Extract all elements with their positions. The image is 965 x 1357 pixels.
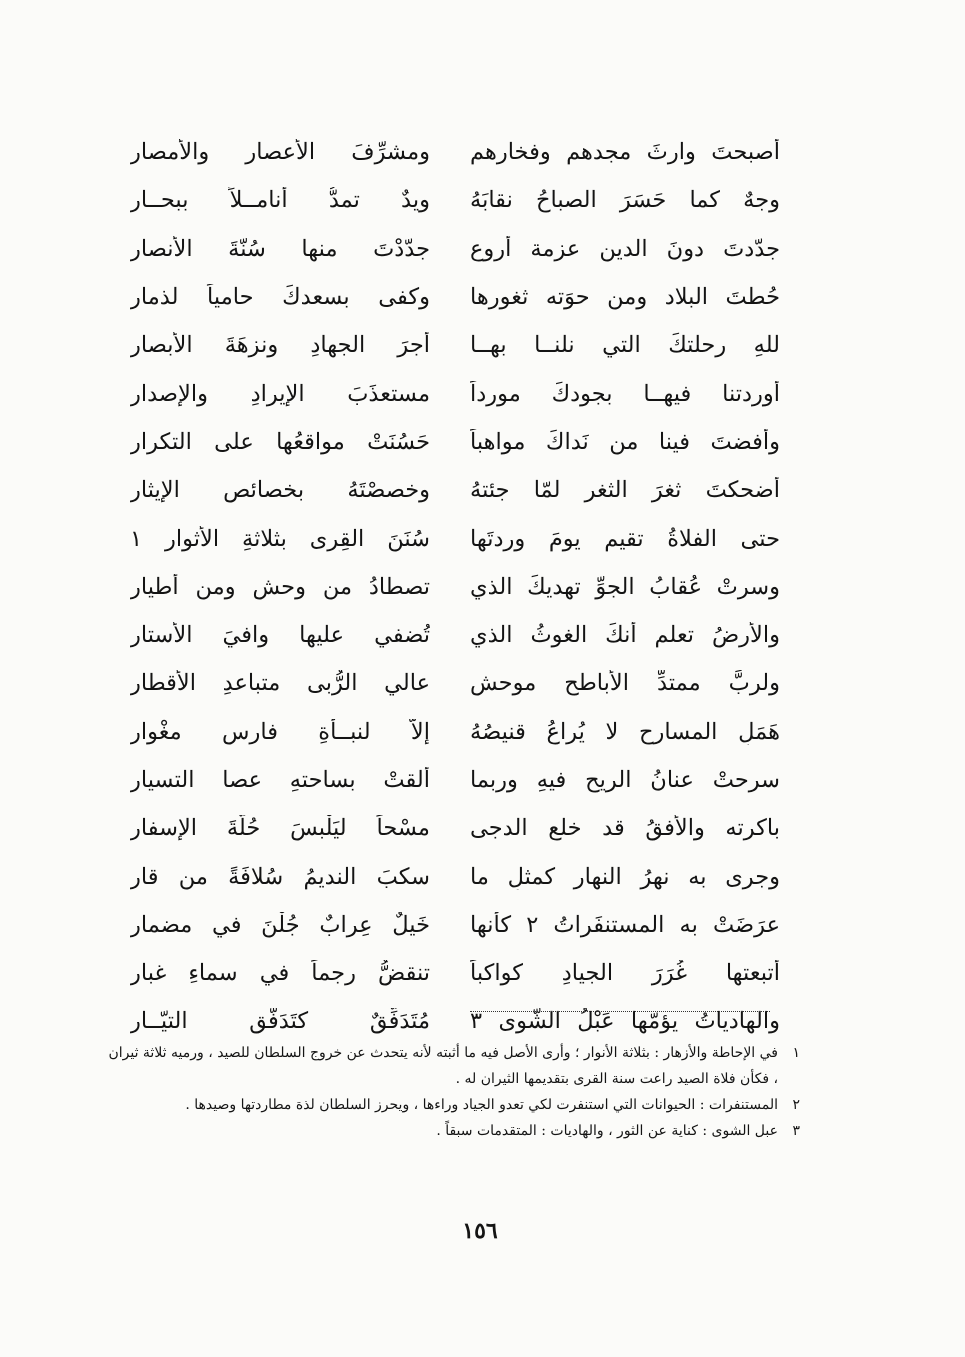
footnote-text: في الإحاطة والأزهار : بثلاثة الأنوار ؛ وأرى الأصل فيه ما أثبته لأنه يتحدث عن خروج السلطان للصيد ، ورميه ثلاثة ثيران ، فكأن فلاة الصيد راعت سنة القرى بتقديمها الثيران له .: [108, 1045, 778, 1087]
verse-line: [130, 321, 780, 369]
verse-first-hemistich: باكرته والأفقُ قد خلع الدجى: [470, 815, 780, 842]
verse-line: [130, 852, 780, 900]
verse-second-hemistich: وكفى بسعدكَ حامياً لذمارِ: [130, 284, 430, 311]
footnote: [100, 1118, 800, 1144]
verse-line: [130, 225, 780, 273]
verse-first-hemistich: سرحتْ عنانُ الريحِ فيهِ وربما: [470, 767, 780, 793]
verse-first-hemistich: جدّدتَ دونَ الدينِ عزمة أروعٍ: [470, 235, 780, 262]
verse-line: [130, 756, 780, 804]
verse-line: [130, 369, 780, 417]
verse-line: [130, 997, 780, 1045]
verse-second-hemistich: عالي الرُّبى متباعدِ الأقطارِ: [130, 670, 430, 697]
verse-line: [130, 708, 780, 756]
verse-first-hemistich: حتى الفلاةُ تقيم يومَ وردتَها: [470, 525, 780, 552]
verse-first-hemistich: أتبعتها غُرَرَ الجيادِ كواكباً: [470, 960, 780, 987]
verse-second-hemistich: تنقضُّ رجماً في سماءِ غبارِ: [130, 960, 430, 987]
page-number: ١٥٦: [462, 1218, 498, 1244]
verse-second-hemistich: أجرَ الجهادِ ونزهَةَ الأبصارِ: [130, 332, 430, 359]
verse-first-hemistich: ولربَّ ممتدِّ الأباطحِ موحشٍ: [470, 670, 780, 697]
verse-second-hemistich: سُنَنَ القِرى بثلاثةِ الأثوارِ ١: [130, 525, 430, 552]
verse-line: [130, 273, 780, 321]
footnote: [100, 1040, 800, 1092]
verse-line: [130, 514, 780, 562]
verse-first-hemistich: أوردتنا فيهــا بجودكَ مورداً: [470, 380, 780, 407]
verse-second-hemistich: وخصصْتَهُ بخصائصِ الإيثارِ: [130, 477, 430, 504]
verse-line: [130, 611, 780, 659]
verse-first-hemistich: أضحكتَ ثغرَ الثغرِ لمّا جئتهُ: [470, 477, 780, 504]
verse-line: [130, 901, 780, 949]
verse-second-hemistich: خَيلٌ عِرابٌ جُلْنَ في مضمارِ: [130, 911, 430, 938]
verse-second-hemistich: تُضفي عليها وافيَ الأستارِ: [130, 622, 430, 649]
verse-second-hemistich: تصطادُ من وحشٍ ومن أطيارِ: [130, 573, 430, 600]
verse-line: [130, 949, 780, 997]
verse-first-hemistich: حُطتَ البلاد ومن حوَته ثغورها: [470, 284, 780, 311]
verse-second-hemistich: جدّدْتَ منها سُنّةَ الأنصارِ: [130, 235, 430, 262]
verse-first-hemistich: وسرتْ عُقابُ الجوِّ تهديكَ الذي: [470, 573, 780, 600]
verse-first-hemistich: وأفضتَ فينا من نَداكَ مواهباً: [470, 428, 780, 455]
verse-second-hemistich: ومشرِّفَ الأعصارِ والأمصارِ: [130, 139, 430, 166]
verse-first-hemistich: هَمَلِ المسارحِ لا يُراعُ قنيصُهُ: [470, 718, 780, 745]
verse-line: [130, 563, 780, 611]
verse-line: [130, 128, 780, 176]
verse-line: [130, 659, 780, 707]
footnote-number: ٣: [792, 1123, 800, 1139]
verse-second-hemistich: سكبَ النديمُ سُلافَةً من قارِ: [130, 863, 430, 890]
verse-second-hemistich: حَسُنَتْ مواقعُها على التكرارِ: [130, 428, 430, 455]
verse-second-hemistich: مُتَدَفِّقٌ كتَدَفُّقِ التيّــارِ: [130, 1008, 430, 1035]
verse-first-hemistich: وجهٌ كما حَسَرَ الصباحُ نقابَهُ: [470, 187, 780, 214]
footnote: [100, 1092, 800, 1118]
verse-second-hemistich: مسْحاً ليَلْبسَ حُلّةَ الإسفارِ: [130, 815, 430, 842]
poem: [130, 128, 780, 1046]
footnote-text: المستنفرات : الحيوانات التي استنفرت لكي تعدو الجياد وراءها ، ويحرز السلطان لذة مطاردتها وصيدها .: [185, 1097, 778, 1113]
verse-first-hemistich: للهِ رحلتكَ التي نلنــا بهــا: [470, 332, 780, 359]
verse-line: [130, 804, 780, 852]
verse-line: [130, 176, 780, 224]
verse-second-hemistich: إلاّ لنبــأةِ فارسٍ مغْوارِ: [130, 718, 430, 745]
verse-second-hemistich: ويدٌ تمدُّ أنامــلاً ببحــارِ: [130, 187, 430, 214]
verse-first-hemistich: والهادياتُ يؤمّها عَبْلُ الشَّوى ٣: [470, 1008, 780, 1035]
footnote-number: ١: [792, 1045, 800, 1061]
verse-first-hemistich: وجرى به نهرُ النهارِ كمثلِ ما: [470, 863, 780, 890]
verse-first-hemistich: أصبحتَ وارثَ مجدهم وفخارهم: [470, 139, 780, 166]
verse-first-hemistich: والأرضُ تعلم أنكَ الغوثُ الذي: [470, 622, 780, 649]
footnotes: [100, 1040, 800, 1144]
verse-second-hemistich: ألقتْ بساحتهِ عصا التسيارِ: [130, 767, 430, 793]
verse-line: [130, 466, 780, 514]
footnote-separator: [470, 1011, 770, 1012]
footnote-number: ٢: [792, 1097, 800, 1113]
verse-line: [130, 418, 780, 466]
verse-first-hemistich: عرَضَتْ به المستنفَراتُ ٢ كأنها: [470, 911, 780, 938]
footnote-text: عبل الشوى : كناية عن الثور ، والهاديات : المتقدمات سبقاً .: [436, 1123, 778, 1139]
verse-second-hemistich: مستعذَبَ الإيرادِ والإصدارِ: [130, 380, 430, 407]
